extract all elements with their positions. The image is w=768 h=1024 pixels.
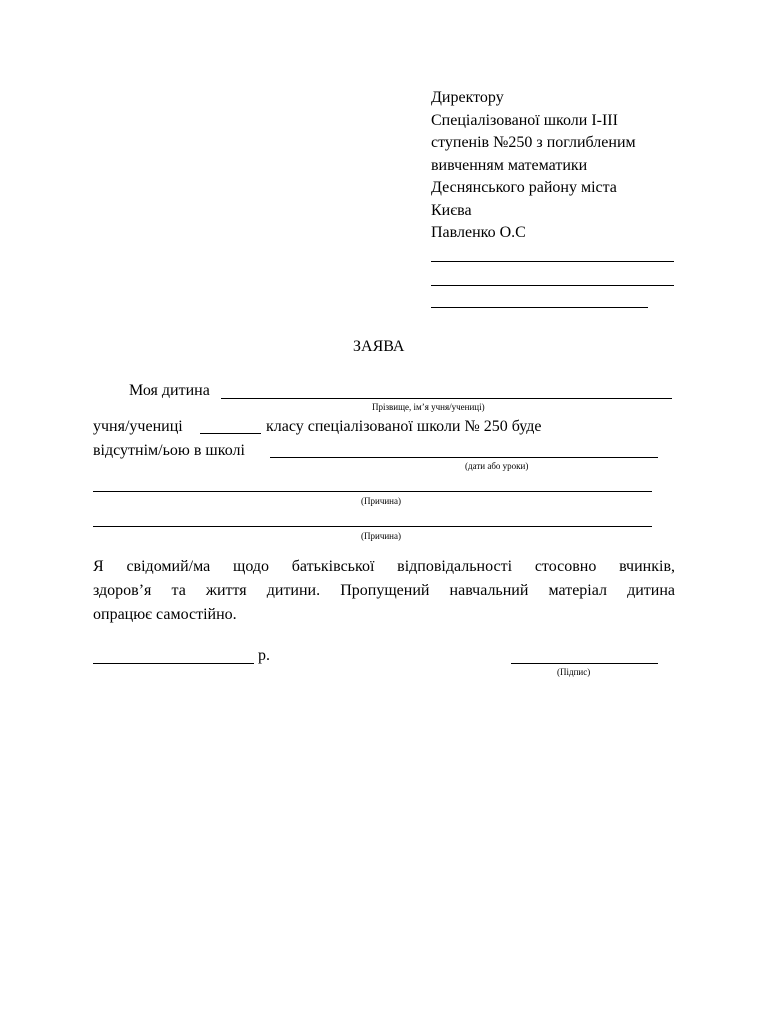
- child-label: Моя дитина: [129, 382, 210, 399]
- recipient-block: [431, 87, 636, 245]
- year-suffix: р.: [258, 647, 270, 664]
- statement-line: Я свідомий/ма щодо батьківської відповідальності стосовно вчинків,: [93, 558, 675, 575]
- child-name-field[interactable]: [221, 398, 672, 399]
- signature-field[interactable]: [511, 663, 658, 664]
- recipient-line: Деснянського району міста: [431, 179, 617, 196]
- reason-field[interactable]: [93, 491, 652, 492]
- absent-label: відсутнім/ьою в школі: [93, 442, 245, 459]
- recipient-line: Києва: [431, 201, 472, 219]
- child-name-hint: Прізвище, ім’я учня/учениці): [372, 402, 485, 412]
- reason-hint: (Причина): [361, 496, 401, 506]
- date-field[interactable]: [93, 663, 254, 664]
- statement-paragraph: [93, 555, 675, 627]
- recipient-line: Спеціалізованої школи І-ІІІ: [431, 111, 618, 129]
- document-title: ЗАЯВА: [353, 338, 405, 355]
- class-label-2: класу спеціалізованої школи № 250 буде: [266, 418, 542, 435]
- statement-line: опрацює самостійно.: [93, 606, 237, 623]
- sender-blank-line[interactable]: [431, 285, 674, 286]
- class-label-1: учня/учениці: [93, 418, 183, 435]
- recipient-line: Павленко О.С: [431, 224, 526, 241]
- recipient-line: Директору: [431, 89, 504, 106]
- sender-blank-line[interactable]: [431, 307, 648, 308]
- dates-hint: (дати або уроки): [465, 461, 529, 471]
- signature-hint: (Підпис): [557, 667, 591, 677]
- sender-blank-line[interactable]: [431, 261, 674, 262]
- statement-line: здоров’я та життя дитини. Пропущений навчальний матеріал дитина: [93, 582, 675, 599]
- recipient-line: вивченням математики: [431, 156, 588, 174]
- reason-hint: (Причина): [361, 531, 401, 541]
- recipient-line: ступенів №250 з поглибленим: [431, 134, 636, 151]
- reason-field[interactable]: [93, 526, 652, 527]
- class-number-field[interactable]: [200, 433, 261, 434]
- absence-dates-field[interactable]: [270, 457, 658, 458]
